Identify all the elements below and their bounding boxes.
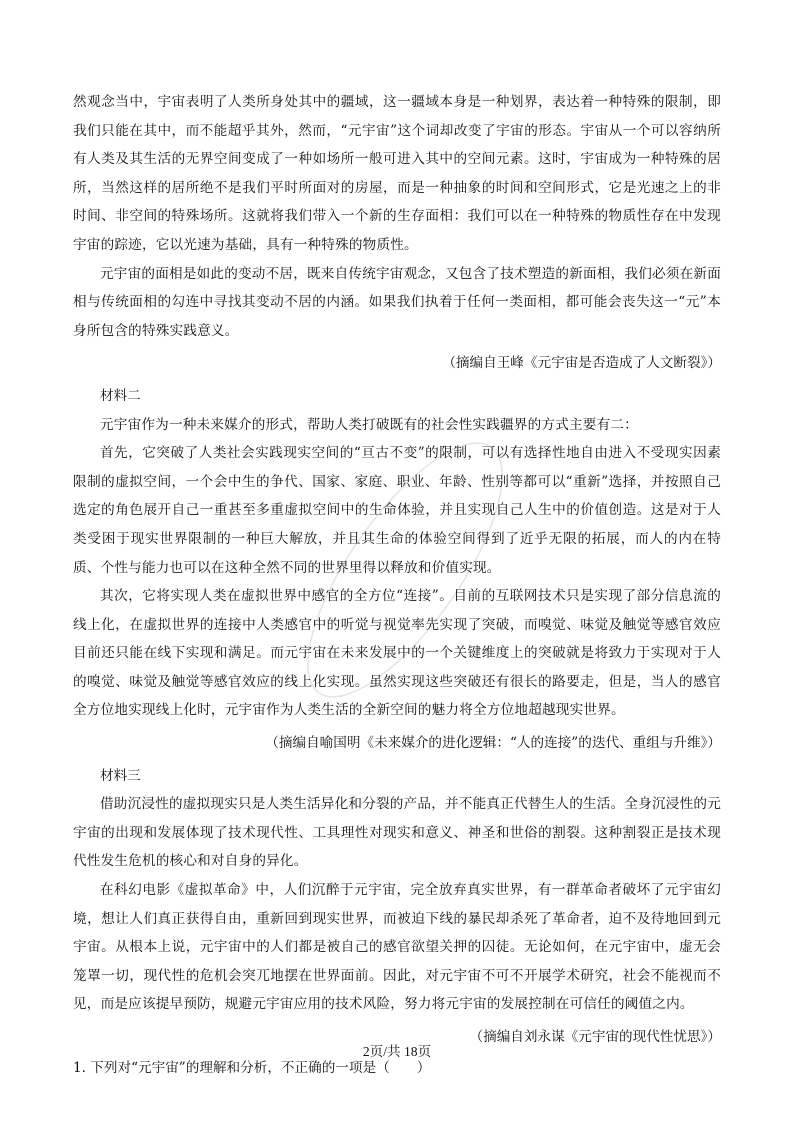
- section-heading: 材料三: [100, 767, 141, 784]
- page-number: 2页/共 18页: [362, 1044, 432, 1059]
- question-stem: 1. 下列对“元宇宙”的理解和分析，不正确的一项是（ ）: [73, 1059, 431, 1076]
- paragraph: 然观念当中，宇宙表明了人类所身处其中的疆域，这一疆域本身是一种划界，表达着一种特殊的限制，即我们只能在其中，而不能超乎其外，然而，“元宇宙”这个词却改变了宇宙的形态。宇宙从一个可以容纳所有人类及其生活的无界空间变成了一种如场所一般可进入其中的空间元素。这时，宇宙成为一种特殊的居所，当然这样的居所绝不是我们平时所面对的房屋，而是一种抽象的时间和空间形式，它是光速之上的非时间、非空间的特殊场所。这就将我们带入一个新的生存面相：我们可以在一种特殊的物质性存在中发现宇宙的踪迹，它以光速为基础，具有一种特殊的物质性。: [73, 94, 721, 253]
- paragraph: 借助沉浸性的虚拟现实只是人类生活异化和分裂的产品，并不能真正代替生人的生活。全身沉浸性的元宇宙的出现和发展体现了技术现代性、工具理性对现实和意义、神圣和世俗的割裂。这种割裂正是技术现代性发生危机的核心和对自身的异化。: [73, 796, 721, 870]
- paragraph: 首先，它突破了人类社会实践现实空间的“亘古不变”的限制，可以有选择性地自由进入不受现实因素限制的虚拟空间，一个会中生的争代、国家、家庭、职业、年龄、性别等都可以“重新”选择，并按照自己选定的角色展开自己一重甚至多重虚拟空间中的生命体验，并且实现自己人生中的价值创造。这是对于人类受困于现实世界限制的一种巨大解放，并且其生命的体验空间得到了近乎无限的拓展，而人的内在特质、个性与能力也可以在这种全然不同的世界里得以释放和价值实现。: [73, 445, 721, 576]
- section-heading: 材料二: [100, 387, 141, 404]
- paragraph: 元宇宙的面相是如此的变动不居，既来自传统宇宙观念，又包含了技术塑造的新面相，我们必须在新面相与传统面相的勾连中寻找其变动不居的内涵。如果我们执着于任何一类面相，都可能会丧失这一“元”本身所包含的特殊实践意义。: [73, 265, 721, 339]
- paragraph: 元宇宙作为一种未来媒介的形式，帮助人类打破既有的社会性实践疆界的方式主要有二：: [100, 416, 638, 433]
- paragraph: 在科幻电影《虚拟革命》中，人们沉醉于元宇宙，完全放弃真实世界，有一群革命者破坏了元宇宙幻境，想让人们真正获得自由，重新回到现实世界，而被迫下线的暴民却杀死了革命者，迫不及待地回到元宇宙。从根本上说，元宇宙中的人们都是被自己的感官欲望关押的囚徒。无论如何，在元宇宙中，虚无会笼罩一切，现代性的危机会突兀地摆在世界面前。因此，对元宇宙不可不开展学术研究，社会不能视而不见，而是应该提早预防，规避元宇宙应用的技术风险，努力将元宇宙的发展控制在可信任的阈值之内。: [73, 882, 721, 1013]
- source-citation: （摘编自刘永谋《元宇宙的现代性忧思》）: [469, 1029, 721, 1045]
- paragraph: 其次，它将实现人类在虚拟世界中感官的全方位“连接”。目前的互联网技术只是实现了部分信息流的线上化，在虚拟世界的连接中人类感官中的听觉与视觉率先实现了突破，而嗅觉、味觉及触觉等感官效应目前还只能在线下实现和满足。而元宇宙在未来发展中的一个关键维度上的突破就是将致力于实现对于人的嗅觉、味觉及触觉等感官效应的线上化实现。虽然实现这些突破还有很长的路要走，但是，当人的感官全方位地实现线上化时，元宇宙作为人类生活的全新空间的魅力将全方位地超越现实世界。: [73, 588, 721, 719]
- source-citation: （摘编自王峰《元宇宙是否造成了人文断裂》）: [442, 355, 721, 372]
- source-citation: （摘编自喻国明《未来媒介的进化逻辑：“人的连接”的迭代、重组与升维》）: [265, 735, 721, 752]
- document-body: [73, 88, 721, 1082]
